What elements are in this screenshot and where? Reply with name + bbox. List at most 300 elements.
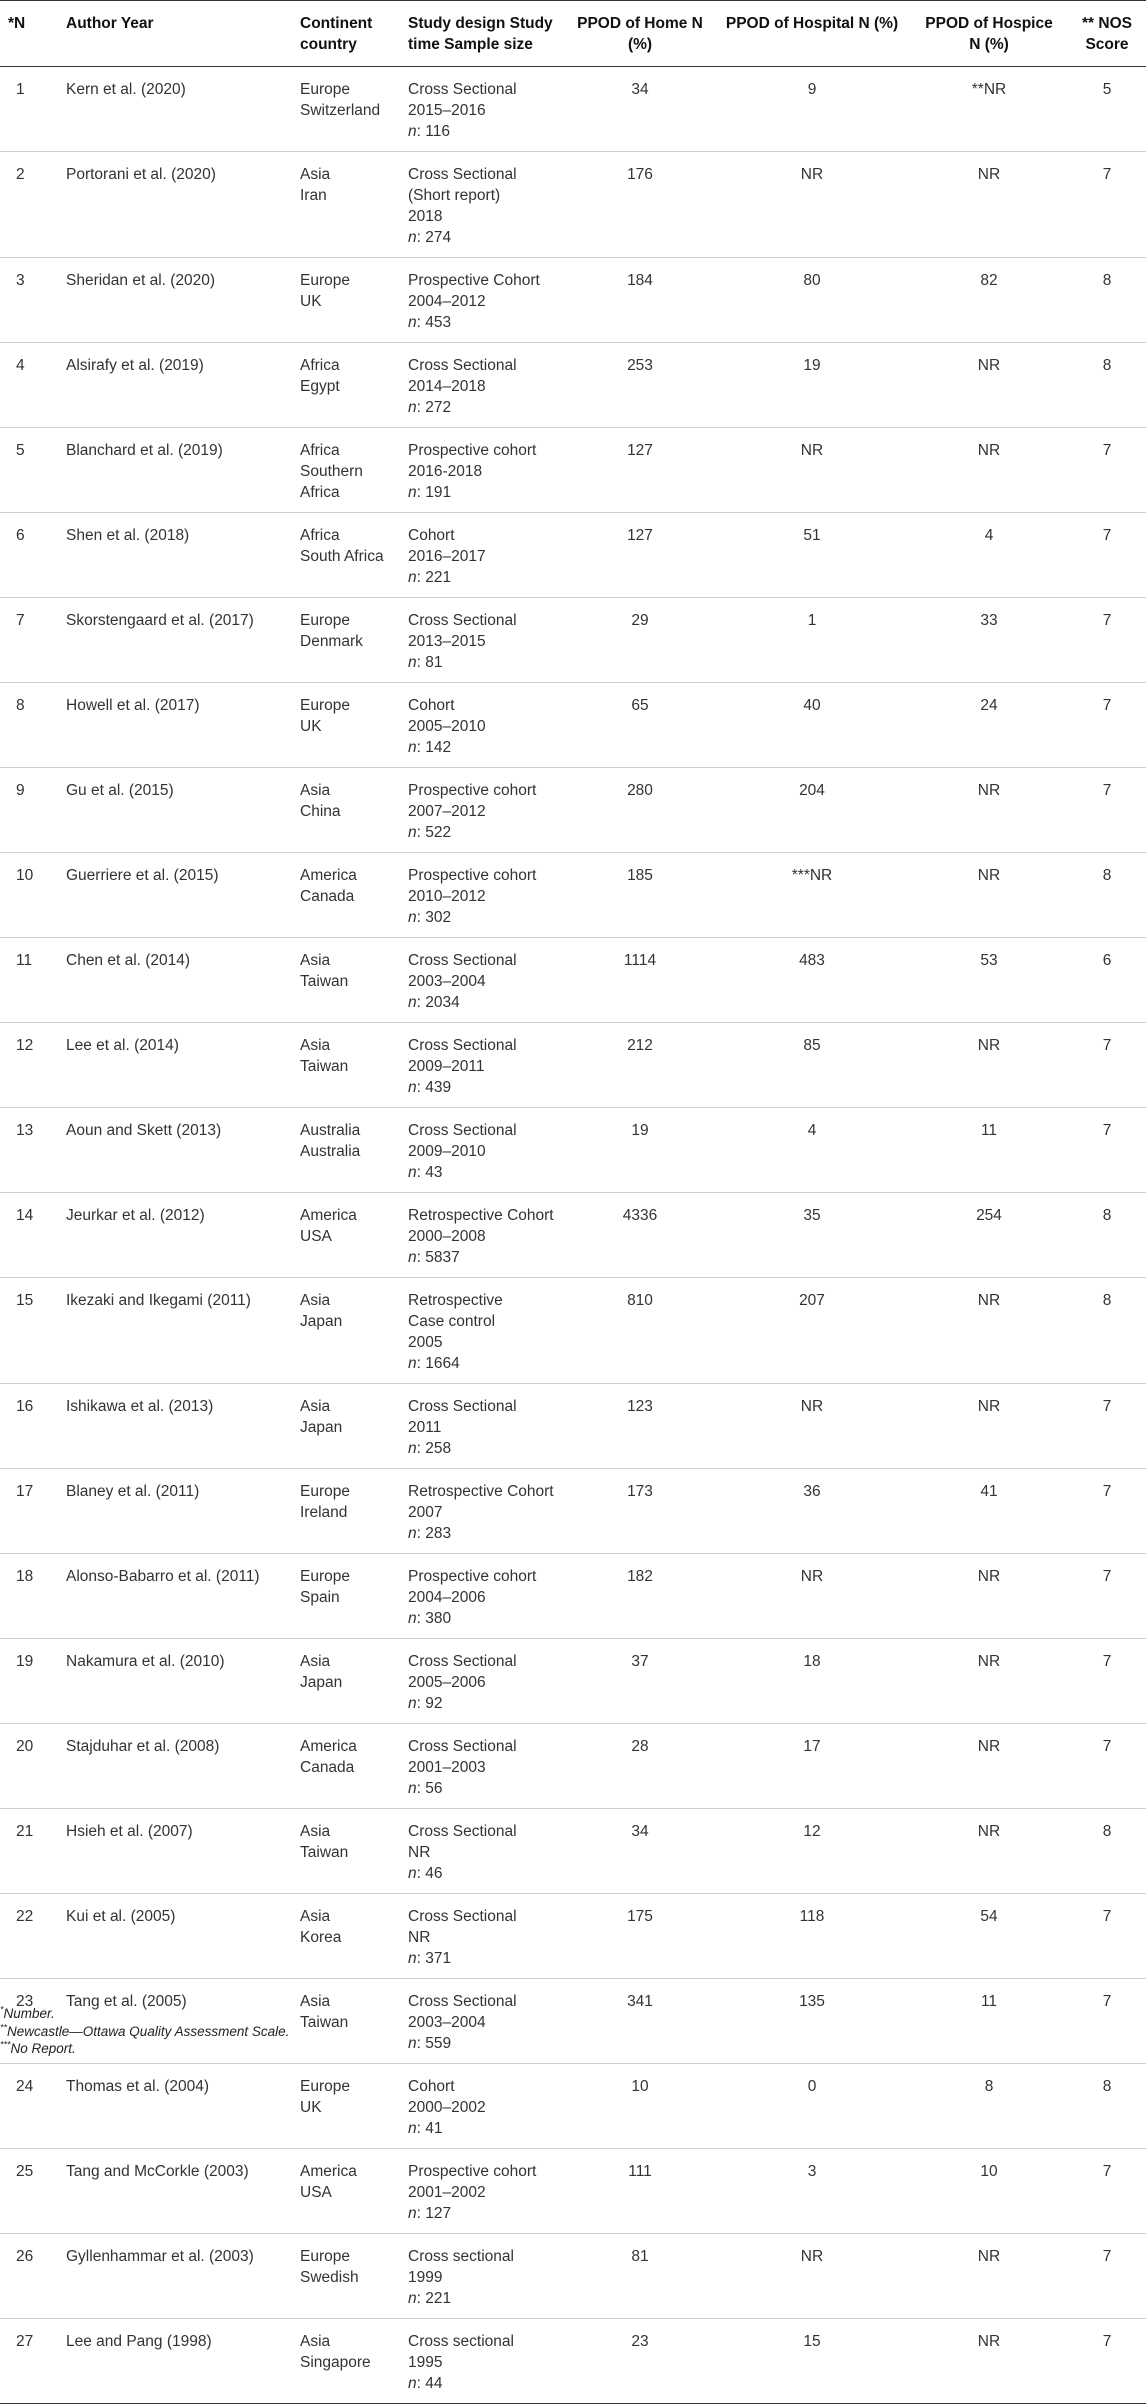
cell-ppod-hospital: 40 <box>803 697 821 714</box>
sample-size-value: 2034 <box>425 994 460 1011</box>
cell-nos-score: 7 <box>1102 1122 1112 1139</box>
sample-size-line: n: 258 <box>408 1440 452 1457</box>
cell-study-design <box>400 853 566 938</box>
cell-ppod-home: 175 <box>627 1908 653 1925</box>
location-line: America <box>300 1738 357 1755</box>
cell-nos-score: 7 <box>1102 782 1112 799</box>
sample-size-value: 46 <box>425 1865 443 1882</box>
footnote-text: Newcastle—Ottawa Quality Assessment Scale. <box>7 2023 290 2039</box>
sample-size-value: 221 <box>425 2290 452 2307</box>
cell-nos-score: 7 <box>1102 442 1112 459</box>
design-line: Prospective cohort <box>408 782 537 799</box>
location-line: Asia <box>300 166 331 183</box>
cell-continent-country <box>292 2149 400 2234</box>
sample-size-value: 439 <box>425 1079 452 1096</box>
cell-ppod-hospital: 18 <box>803 1653 821 1670</box>
cell-ppod-hospice: NR <box>977 166 1001 183</box>
cell-ppod-hospice: NR <box>977 1568 1001 1585</box>
cell-author-year: Thomas et al. (2004) <box>66 2078 210 2095</box>
cell-study-design <box>400 258 566 343</box>
cell-number: 11 <box>16 952 33 969</box>
location-line: USA <box>300 1228 332 1245</box>
cell-ppod-home: 37 <box>631 1653 649 1670</box>
cell-ppod-home: 4336 <box>622 1207 658 1224</box>
cell-study-design <box>400 2149 566 2234</box>
cell-ppod-home: 280 <box>627 782 653 799</box>
sample-size-label: n <box>408 1525 417 1542</box>
cell-nos-score: 7 <box>1102 1993 1112 2010</box>
cell-author-year: Stajduhar et al. (2008) <box>66 1738 220 1755</box>
cell-ppod-home: 253 <box>627 357 653 374</box>
sample-size-value: 44 <box>425 2375 443 2392</box>
sample-size-label: n <box>408 2205 417 2222</box>
cell-number: 4 <box>16 357 25 374</box>
cell-ppod-hospital: 118 <box>799 1908 825 1925</box>
location-line: Europe <box>300 1483 350 1500</box>
cell-ppod-home: 1114 <box>623 952 657 969</box>
cell-author-year: Skorstengaard et al. (2017) <box>66 612 254 629</box>
cell-continent-country <box>292 2234 400 2319</box>
cell-nos-score: 7 <box>1102 1738 1112 1755</box>
sample-size-label: n <box>408 2290 417 2307</box>
cell-ppod-hospice: NR <box>977 782 1001 799</box>
cell-ppod-hospital: 36 <box>803 1483 821 1500</box>
cell-author-year: Portorani et al. (2020) <box>66 166 216 183</box>
cell-study-design <box>400 1023 566 1108</box>
cell-author-year: Howell et al. (2017) <box>66 697 200 714</box>
cell-ppod-hospital: NR <box>800 1398 824 1415</box>
cell-continent-country <box>292 1384 400 1469</box>
sample-size-line: n: 221 <box>408 569 452 586</box>
sample-size-label: n <box>408 399 417 416</box>
header-ppod-home: PPOD of Home N (%) <box>577 15 703 53</box>
design-line: Cross Sectional <box>408 1908 517 1925</box>
design-line: Cross Sectional <box>408 1823 517 1840</box>
sample-size-label: n <box>408 314 417 331</box>
cell-author-year: Jeurkar et al. (2012) <box>66 1207 205 1224</box>
footnote-mark: * <box>0 2004 4 2015</box>
design-line: 2005 <box>408 1334 443 1351</box>
table-row <box>0 2234 1146 2319</box>
cell-number: 17 <box>16 1483 34 1500</box>
header-study-design: Study design Study time Sample size <box>408 15 553 53</box>
location-line: Canada <box>300 1759 355 1776</box>
cell-author-year: Aoun and Skett (2013) <box>66 1122 222 1139</box>
cell-ppod-hospice: 11 <box>980 1122 998 1139</box>
cell-nos-score: 8 <box>1102 1292 1112 1309</box>
location-line: UK <box>300 718 322 735</box>
cell-ppod-home: 10 <box>631 2078 649 2095</box>
cell-author-year: Hsieh et al. (2007) <box>66 1823 193 1840</box>
cell-ppod-hospice: 10 <box>980 2163 998 2180</box>
table-row <box>0 1639 1146 1724</box>
table-row <box>0 1894 1146 1979</box>
sample-size-line: n: 371 <box>408 1950 452 1967</box>
location-line: Australia <box>300 1143 361 1160</box>
table-row <box>0 1469 1146 1554</box>
sample-size-line: n: 380 <box>408 1610 452 1627</box>
design-line: Retrospective Cohort <box>408 1483 554 1500</box>
design-line: Cross Sectional <box>408 81 517 98</box>
location-line: Europe <box>300 1568 350 1585</box>
cell-ppod-hospice: NR <box>977 2248 1001 2265</box>
cell-continent-country <box>292 1469 400 1554</box>
cell-ppod-home: 127 <box>627 442 653 459</box>
cell-ppod-hospice: 33 <box>980 612 998 629</box>
design-line: 2005–2006 <box>408 1674 486 1691</box>
cell-author-year: Sheridan et al. (2020) <box>66 272 216 289</box>
cell-nos-score: 6 <box>1102 952 1112 969</box>
cell-ppod-home: 810 <box>627 1292 653 1309</box>
location-line: Europe <box>300 272 350 289</box>
sample-size-value: 127 <box>425 2205 452 2222</box>
cell-ppod-hospice: 254 <box>976 1207 1002 1224</box>
cell-study-design <box>400 428 566 513</box>
cell-number: 22 <box>16 1908 34 1925</box>
location-line: Asia <box>300 1653 331 1670</box>
sample-size-line: n: 43 <box>408 1164 443 1181</box>
design-line: Prospective cohort <box>408 867 537 884</box>
cell-ppod-hospice: NR <box>977 1292 1001 1309</box>
cell-study-design <box>400 2234 566 2319</box>
cell-author-year: Shen et al. (2018) <box>66 527 190 544</box>
cell-author-year: Tang and McCorkle (2003) <box>66 2163 249 2180</box>
cell-number: 23 <box>16 1993 34 2010</box>
cell-ppod-home: 176 <box>627 166 653 183</box>
design-line: Prospective Cohort <box>408 272 540 289</box>
cell-continent-country <box>292 1108 400 1193</box>
table-row <box>0 1554 1146 1639</box>
sample-size-line: n: 274 <box>408 229 452 246</box>
cell-ppod-hospital: 15 <box>803 2333 821 2350</box>
table-row <box>0 343 1146 428</box>
cell-study-design <box>400 1894 566 1979</box>
cell-continent-country <box>292 853 400 938</box>
cell-nos-score: 7 <box>1102 1483 1112 1500</box>
cell-continent-country <box>292 1554 400 1639</box>
design-line: (Short report) <box>408 187 501 204</box>
design-line: 2003–2004 <box>408 2014 486 2031</box>
sample-size-value: 142 <box>425 739 452 756</box>
table-row <box>0 853 1146 938</box>
design-line: Cross Sectional <box>408 1653 517 1670</box>
location-line: Switzerland <box>300 102 381 119</box>
location-line: Egypt <box>300 378 340 395</box>
design-line: 2018 <box>408 208 443 225</box>
location-line: Taiwan <box>300 1058 349 1075</box>
cell-ppod-hospital: 483 <box>799 952 825 969</box>
cell-author-year: Guerriere et al. (2015) <box>66 867 219 884</box>
location-line: Asia <box>300 2333 331 2350</box>
cell-ppod-hospital: 4 <box>807 1122 817 1139</box>
cell-number: 15 <box>16 1292 34 1309</box>
location-line: Africa <box>300 527 340 544</box>
sample-size-line: n: 522 <box>408 824 452 841</box>
cell-ppod-hospital: 135 <box>799 1993 825 2010</box>
location-line: South Africa <box>300 548 384 565</box>
cell-ppod-hospital: ***NR <box>791 867 833 884</box>
sample-size-label: n <box>408 1249 417 1266</box>
header-author-year: Author Year <box>66 15 154 32</box>
cell-number: 13 <box>16 1122 34 1139</box>
location-line: America <box>300 1207 357 1224</box>
sample-size-value: 191 <box>425 484 452 501</box>
cell-nos-score: 7 <box>1102 2333 1112 2350</box>
cell-ppod-hospice: 24 <box>980 697 998 714</box>
cell-author-year: Gu et al. (2015) <box>66 782 174 799</box>
cell-continent-country <box>292 1894 400 1979</box>
cell-nos-score: 8 <box>1102 1207 1112 1224</box>
cell-continent-country <box>292 428 400 513</box>
cell-number: 27 <box>16 2333 34 2350</box>
sample-size-value: 56 <box>425 1780 443 1797</box>
footnotes <box>0 2005 1146 2058</box>
cell-ppod-hospice: NR <box>977 1738 1001 1755</box>
table-row <box>0 2064 1146 2149</box>
cell-number: 7 <box>16 612 25 629</box>
sample-size-label: n <box>408 484 417 501</box>
location-line: Denmark <box>300 633 363 650</box>
location-line: Canada <box>300 888 355 905</box>
sample-size-line: n: 46 <box>408 1865 443 1882</box>
cell-study-design <box>400 1724 566 1809</box>
cell-study-design <box>400 152 566 258</box>
design-line: Cross Sectional <box>408 166 517 183</box>
cell-nos-score: 7 <box>1102 612 1112 629</box>
design-line: Prospective cohort <box>408 442 537 459</box>
cell-number: 1 <box>16 81 25 98</box>
sample-size-label: n <box>408 739 417 756</box>
table-row <box>0 1724 1146 1809</box>
cell-number: 2 <box>16 166 25 183</box>
location-line: Taiwan <box>300 1844 349 1861</box>
cell-study-design <box>400 343 566 428</box>
cell-ppod-home: 111 <box>628 2163 652 2180</box>
design-line: 2007 <box>408 1504 443 1521</box>
cell-ppod-hospital: 204 <box>799 782 825 799</box>
design-line: Prospective cohort <box>408 1568 537 1585</box>
cell-ppod-hospital: 12 <box>803 1823 821 1840</box>
design-line: 2007–2012 <box>408 803 486 820</box>
sample-size-line: n: 81 <box>408 654 443 671</box>
cell-study-design <box>400 1278 566 1384</box>
location-line: Europe <box>300 612 350 629</box>
table-row <box>0 258 1146 343</box>
cell-ppod-hospital: NR <box>800 1568 824 1585</box>
sample-size-value: 258 <box>425 1440 452 1457</box>
sample-size-line: n: 191 <box>408 484 452 501</box>
design-line: 2001–2002 <box>408 2184 486 2201</box>
sample-size-value: 559 <box>425 2035 452 2052</box>
location-line: USA <box>300 2184 332 2201</box>
cell-ppod-home: 28 <box>631 1738 649 1755</box>
cell-ppod-home: 341 <box>627 1993 653 2010</box>
cell-ppod-hospital: 17 <box>803 1738 821 1755</box>
cell-study-design <box>400 598 566 683</box>
cell-continent-country <box>292 67 400 152</box>
cell-continent-country <box>292 1278 400 1384</box>
cell-ppod-hospice: NR <box>977 442 1001 459</box>
cell-author-year: Alsirafy et al. (2019) <box>66 357 204 374</box>
sample-size-line: n: 127 <box>408 2205 452 2222</box>
location-line: Southern <box>300 463 363 480</box>
location-line: Asia <box>300 1292 331 1309</box>
cell-nos-score: 8 <box>1102 1823 1112 1840</box>
cell-number: 18 <box>16 1568 34 1585</box>
table-row <box>0 428 1146 513</box>
cell-number: 12 <box>16 1037 34 1054</box>
cell-study-design <box>400 768 566 853</box>
sample-size-line: n: 272 <box>408 399 452 416</box>
design-line: 2011 <box>408 1419 442 1436</box>
design-line: Cross Sectional <box>408 1122 517 1139</box>
footnote <box>0 2040 1146 2058</box>
cell-continent-country <box>292 683 400 768</box>
table-row <box>0 1384 1146 1469</box>
sample-size-label: n <box>408 1610 417 1627</box>
cell-ppod-hospice: NR <box>977 867 1001 884</box>
design-line: Cross Sectional <box>408 612 517 629</box>
cell-number: 10 <box>16 867 34 884</box>
location-line: Asia <box>300 1037 331 1054</box>
table-row <box>0 1193 1146 1278</box>
sample-size-label: n <box>408 1440 417 1457</box>
sample-size-line: n: 41 <box>408 2120 443 2137</box>
sample-size-value: 43 <box>425 1164 443 1181</box>
design-line: Prospective cohort <box>408 2163 537 2180</box>
cell-nos-score: 7 <box>1102 1908 1112 1925</box>
cell-nos-score: 7 <box>1102 697 1112 714</box>
sample-size-value: 116 <box>425 123 450 140</box>
cell-ppod-hospital: NR <box>800 442 824 459</box>
table-row <box>0 1108 1146 1193</box>
cell-ppod-home: 34 <box>631 81 649 98</box>
cell-ppod-hospice: NR <box>977 357 1001 374</box>
design-line: Retrospective <box>408 1292 503 1309</box>
cell-continent-country <box>292 1639 400 1724</box>
cell-number: 16 <box>16 1398 34 1415</box>
location-line: Iran <box>300 187 327 204</box>
cell-continent-country <box>292 513 400 598</box>
cell-author-year: Lee et al. (2014) <box>66 1037 179 1054</box>
cell-ppod-hospital: 1 <box>807 612 817 629</box>
location-line: America <box>300 867 357 884</box>
design-line: 2010–2012 <box>408 888 486 905</box>
sample-size-value: 380 <box>425 1610 452 1627</box>
cell-study-design <box>400 2319 566 2404</box>
design-line: 2003–2004 <box>408 973 486 990</box>
table-row <box>0 152 1146 258</box>
cell-ppod-hospice: 41 <box>980 1483 998 1500</box>
cell-study-design <box>400 1639 566 1724</box>
location-line: Taiwan <box>300 2014 349 2031</box>
cell-ppod-hospital: 85 <box>803 1037 821 1054</box>
cell-number: 3 <box>16 272 25 289</box>
footnote <box>0 2023 1146 2041</box>
location-line: Africa <box>300 442 340 459</box>
cell-continent-country <box>292 152 400 258</box>
cell-ppod-home: 184 <box>627 272 653 289</box>
table-row <box>0 1023 1146 1108</box>
cell-continent-country <box>292 2064 400 2149</box>
design-line: NR <box>408 1844 431 1861</box>
cell-ppod-hospital: 9 <box>807 81 817 98</box>
sample-size-label: n <box>408 2120 417 2137</box>
cell-author-year: Lee and Pang (1998) <box>66 2333 212 2350</box>
cell-study-design <box>400 1469 566 1554</box>
sample-size-label: n <box>408 1355 417 1372</box>
cell-nos-score: 7 <box>1102 2163 1112 2180</box>
sample-size-line: n: 559 <box>408 2035 452 2052</box>
table-row <box>0 683 1146 768</box>
cell-ppod-home: 81 <box>631 2248 649 2265</box>
cell-ppod-home: 29 <box>631 612 649 629</box>
cell-ppod-hospital: 19 <box>803 357 821 374</box>
cell-ppod-home: 34 <box>631 1823 649 1840</box>
design-line: Cross Sectional <box>408 1993 517 2010</box>
location-line: Australia <box>300 1122 361 1139</box>
location-line: Asia <box>300 1398 331 1415</box>
cell-number: 14 <box>16 1207 34 1224</box>
sample-size-line: n: 283 <box>408 1525 452 1542</box>
sample-size-label: n <box>408 824 417 841</box>
cell-ppod-hospital: 0 <box>807 2078 817 2095</box>
cell-nos-score: 8 <box>1102 867 1112 884</box>
cell-ppod-hospice: NR <box>977 1653 1001 1670</box>
sample-size-line: n: 453 <box>408 314 452 331</box>
sample-size-label: n <box>408 2035 417 2052</box>
cell-ppod-hospice: NR <box>977 1037 1001 1054</box>
cell-continent-country <box>292 2319 400 2404</box>
cell-nos-score: 7 <box>1102 1398 1112 1415</box>
cell-ppod-hospital: NR <box>800 2248 824 2265</box>
cell-ppod-home: 65 <box>631 697 649 714</box>
cell-ppod-hospice: 82 <box>980 272 998 289</box>
design-line: Cross Sectional <box>408 1037 517 1054</box>
design-line: Cross Sectional <box>408 952 517 969</box>
location-line: China <box>300 803 341 820</box>
sample-size-label: n <box>408 1780 417 1797</box>
design-line: Cross Sectional <box>408 357 517 374</box>
design-line: 2016–2017 <box>408 548 486 565</box>
cell-study-design <box>400 1108 566 1193</box>
cell-number: 6 <box>16 527 25 544</box>
footnote <box>0 2005 1146 2023</box>
cell-nos-score: 7 <box>1102 527 1112 544</box>
sample-size-value: 5837 <box>425 1249 460 1266</box>
design-line: Cross Sectional <box>408 1738 517 1755</box>
sample-size-line: n: 92 <box>408 1695 443 1712</box>
location-line: UK <box>300 2099 322 2116</box>
footnote-mark: ** <box>0 2022 8 2032</box>
cell-study-design <box>400 1809 566 1894</box>
sample-size-label: n <box>408 123 417 140</box>
cell-ppod-hospital: NR <box>800 166 824 183</box>
design-line: 2014–2018 <box>408 378 486 395</box>
sample-size-value: 272 <box>425 399 452 416</box>
sample-size-value: 1664 <box>425 1355 460 1372</box>
table-row <box>0 2149 1146 2234</box>
cell-number: 24 <box>16 2078 34 2095</box>
location-line: Europe <box>300 81 350 98</box>
cell-study-design <box>400 513 566 598</box>
cell-number: 26 <box>16 2248 34 2265</box>
sample-size-label: n <box>408 1865 417 1882</box>
design-line: NR <box>408 1929 431 1946</box>
cell-nos-score: 8 <box>1102 272 1112 289</box>
cell-author-year: Chen et al. (2014) <box>66 952 191 969</box>
cell-ppod-hospice: NR <box>977 1398 1001 1415</box>
